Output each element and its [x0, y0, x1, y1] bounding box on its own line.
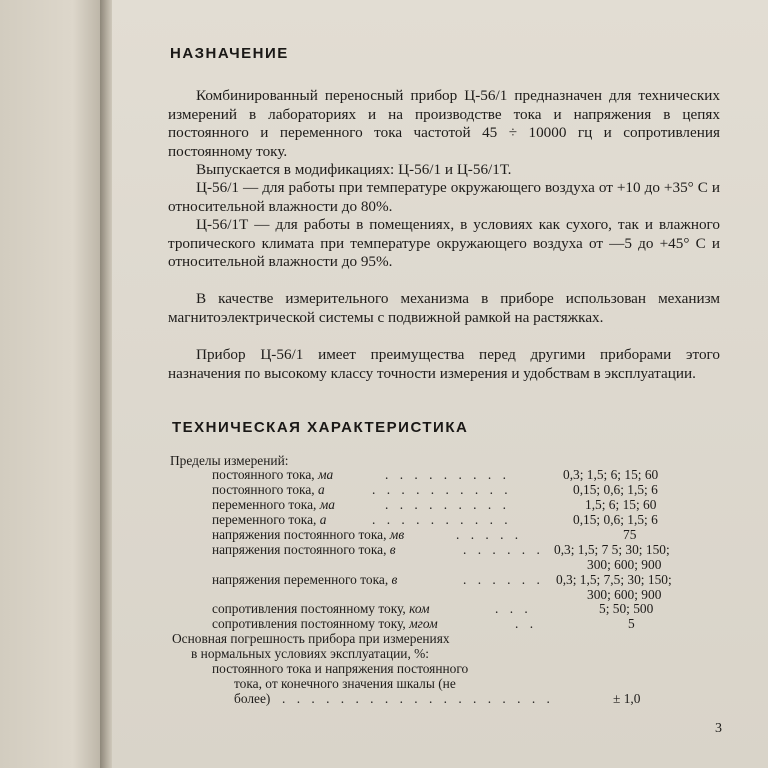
spec-value: 0,15; 0,6; 1,5; 6 — [573, 512, 658, 527]
spec-label: переменного тока, а — [212, 512, 327, 527]
paragraph-4: Ц-56/1Т — для работы в помещениях, в условиях как сухого, так и влажного тропического климата при температуре окружающего воздуха от —5 до +45° С и относительной влажности до 95%. — [168, 216, 720, 270]
spec-value: 75 — [623, 527, 637, 542]
paragraph-2: Выпускается в модификациях: Ц-56/1 и Ц-56/1Т. — [196, 161, 512, 178]
spec-value: 0,3; 1,5; 7 5; 30; 150; — [554, 542, 670, 557]
spec-value: 0,3; 1,5; 7,5; 30; 150; — [556, 572, 672, 587]
error-item: постоянного тока и напряжения постоянного — [212, 661, 469, 676]
page-number: 3 — [715, 721, 722, 736]
leader-dots: . . . . . . . . . . . . . . . . . . . — [282, 691, 554, 706]
leader-dots: . . . . . — [456, 527, 523, 542]
spec-label: напряжения переменного тока, в — [212, 572, 398, 587]
error-header-continued: в нормальных условиях эксплуатации, %: — [191, 646, 430, 661]
error-item-continued: более) — [234, 691, 271, 706]
spec-label: напряжения постоянного тока, в — [212, 542, 396, 557]
spec-label: сопротивления постоянному току, ком — [212, 601, 430, 616]
spec-value: 5; 50; 500 — [599, 601, 654, 616]
paragraph-5: В качестве измерительного механизма в приборе использован механизм магнитоэлектрической системы с подвижной рамкой на растяжках. — [168, 290, 720, 326]
leader-dots: . . . . . . . . . — [385, 467, 510, 482]
spec-label: сопротивления постоянному току, мгом — [212, 616, 438, 631]
leader-dots: . . . . . . — [463, 572, 544, 587]
leader-dots: . . . — [495, 601, 532, 616]
paragraph-6: Прибор Ц-56/1 имеет преимущества перед другими приборами этого назначения по высокому классу точности измерения и удобствам в эксплуатации. — [168, 346, 720, 382]
spec-value: 5 — [628, 616, 635, 631]
limits-header: Пределы измерений: — [170, 453, 289, 468]
spec-label: напряжения постоянного тока, мв — [212, 527, 405, 542]
left-page-edge — [0, 0, 104, 768]
section-title-purpose: НАЗНАЧЕНИЕ — [170, 45, 289, 62]
spec-label: постоянного тока, а — [212, 482, 325, 497]
paragraph-3: Ц-56/1 — для работы при температуре окружающего воздуха от +10 до +35° С и относительной влажности до 80%. — [168, 179, 720, 215]
spec-value: 1,5; 6; 15; 60 — [585, 497, 657, 512]
section-title-specs: ТЕХНИЧЕСКАЯ ХАРАКТЕРИСТИКА — [172, 419, 469, 436]
spec-label: постоянного тока, ма — [212, 467, 334, 482]
leader-dots: . . . . . . . . . — [385, 497, 510, 512]
error-value: ± 1,0 — [613, 691, 641, 706]
spec-label: переменного тока, ма — [212, 497, 335, 512]
leader-dots: . . — [515, 616, 538, 631]
spec-value-continued: 300; 600; 900 — [587, 557, 662, 572]
leader-dots: . . . . . . . . . . — [372, 482, 512, 497]
spec-value: 0,3; 1,5; 6; 15; 60 — [563, 467, 659, 482]
paragraph-1: Комбинированный переносный прибор Ц-56/1 предназначен для технических измерений в лабораториях и на производстве тока и напряжения в цепях постоянного и переменного тока частотой 45 ÷ 10000 гц и сопротивления постоянному току. — [168, 87, 720, 160]
error-item-continued: тока, от конечного значения шкалы (не — [234, 676, 456, 691]
spec-value: 0,15; 0,6; 1,5; 6 — [573, 482, 658, 497]
leader-dots: . . . . . . — [463, 542, 544, 557]
leader-dots: . . . . . . . . . . — [372, 512, 512, 527]
error-header: Основная погрешность прибора при измерениях — [172, 631, 450, 646]
spec-value-continued: 300; 600; 900 — [587, 587, 662, 602]
